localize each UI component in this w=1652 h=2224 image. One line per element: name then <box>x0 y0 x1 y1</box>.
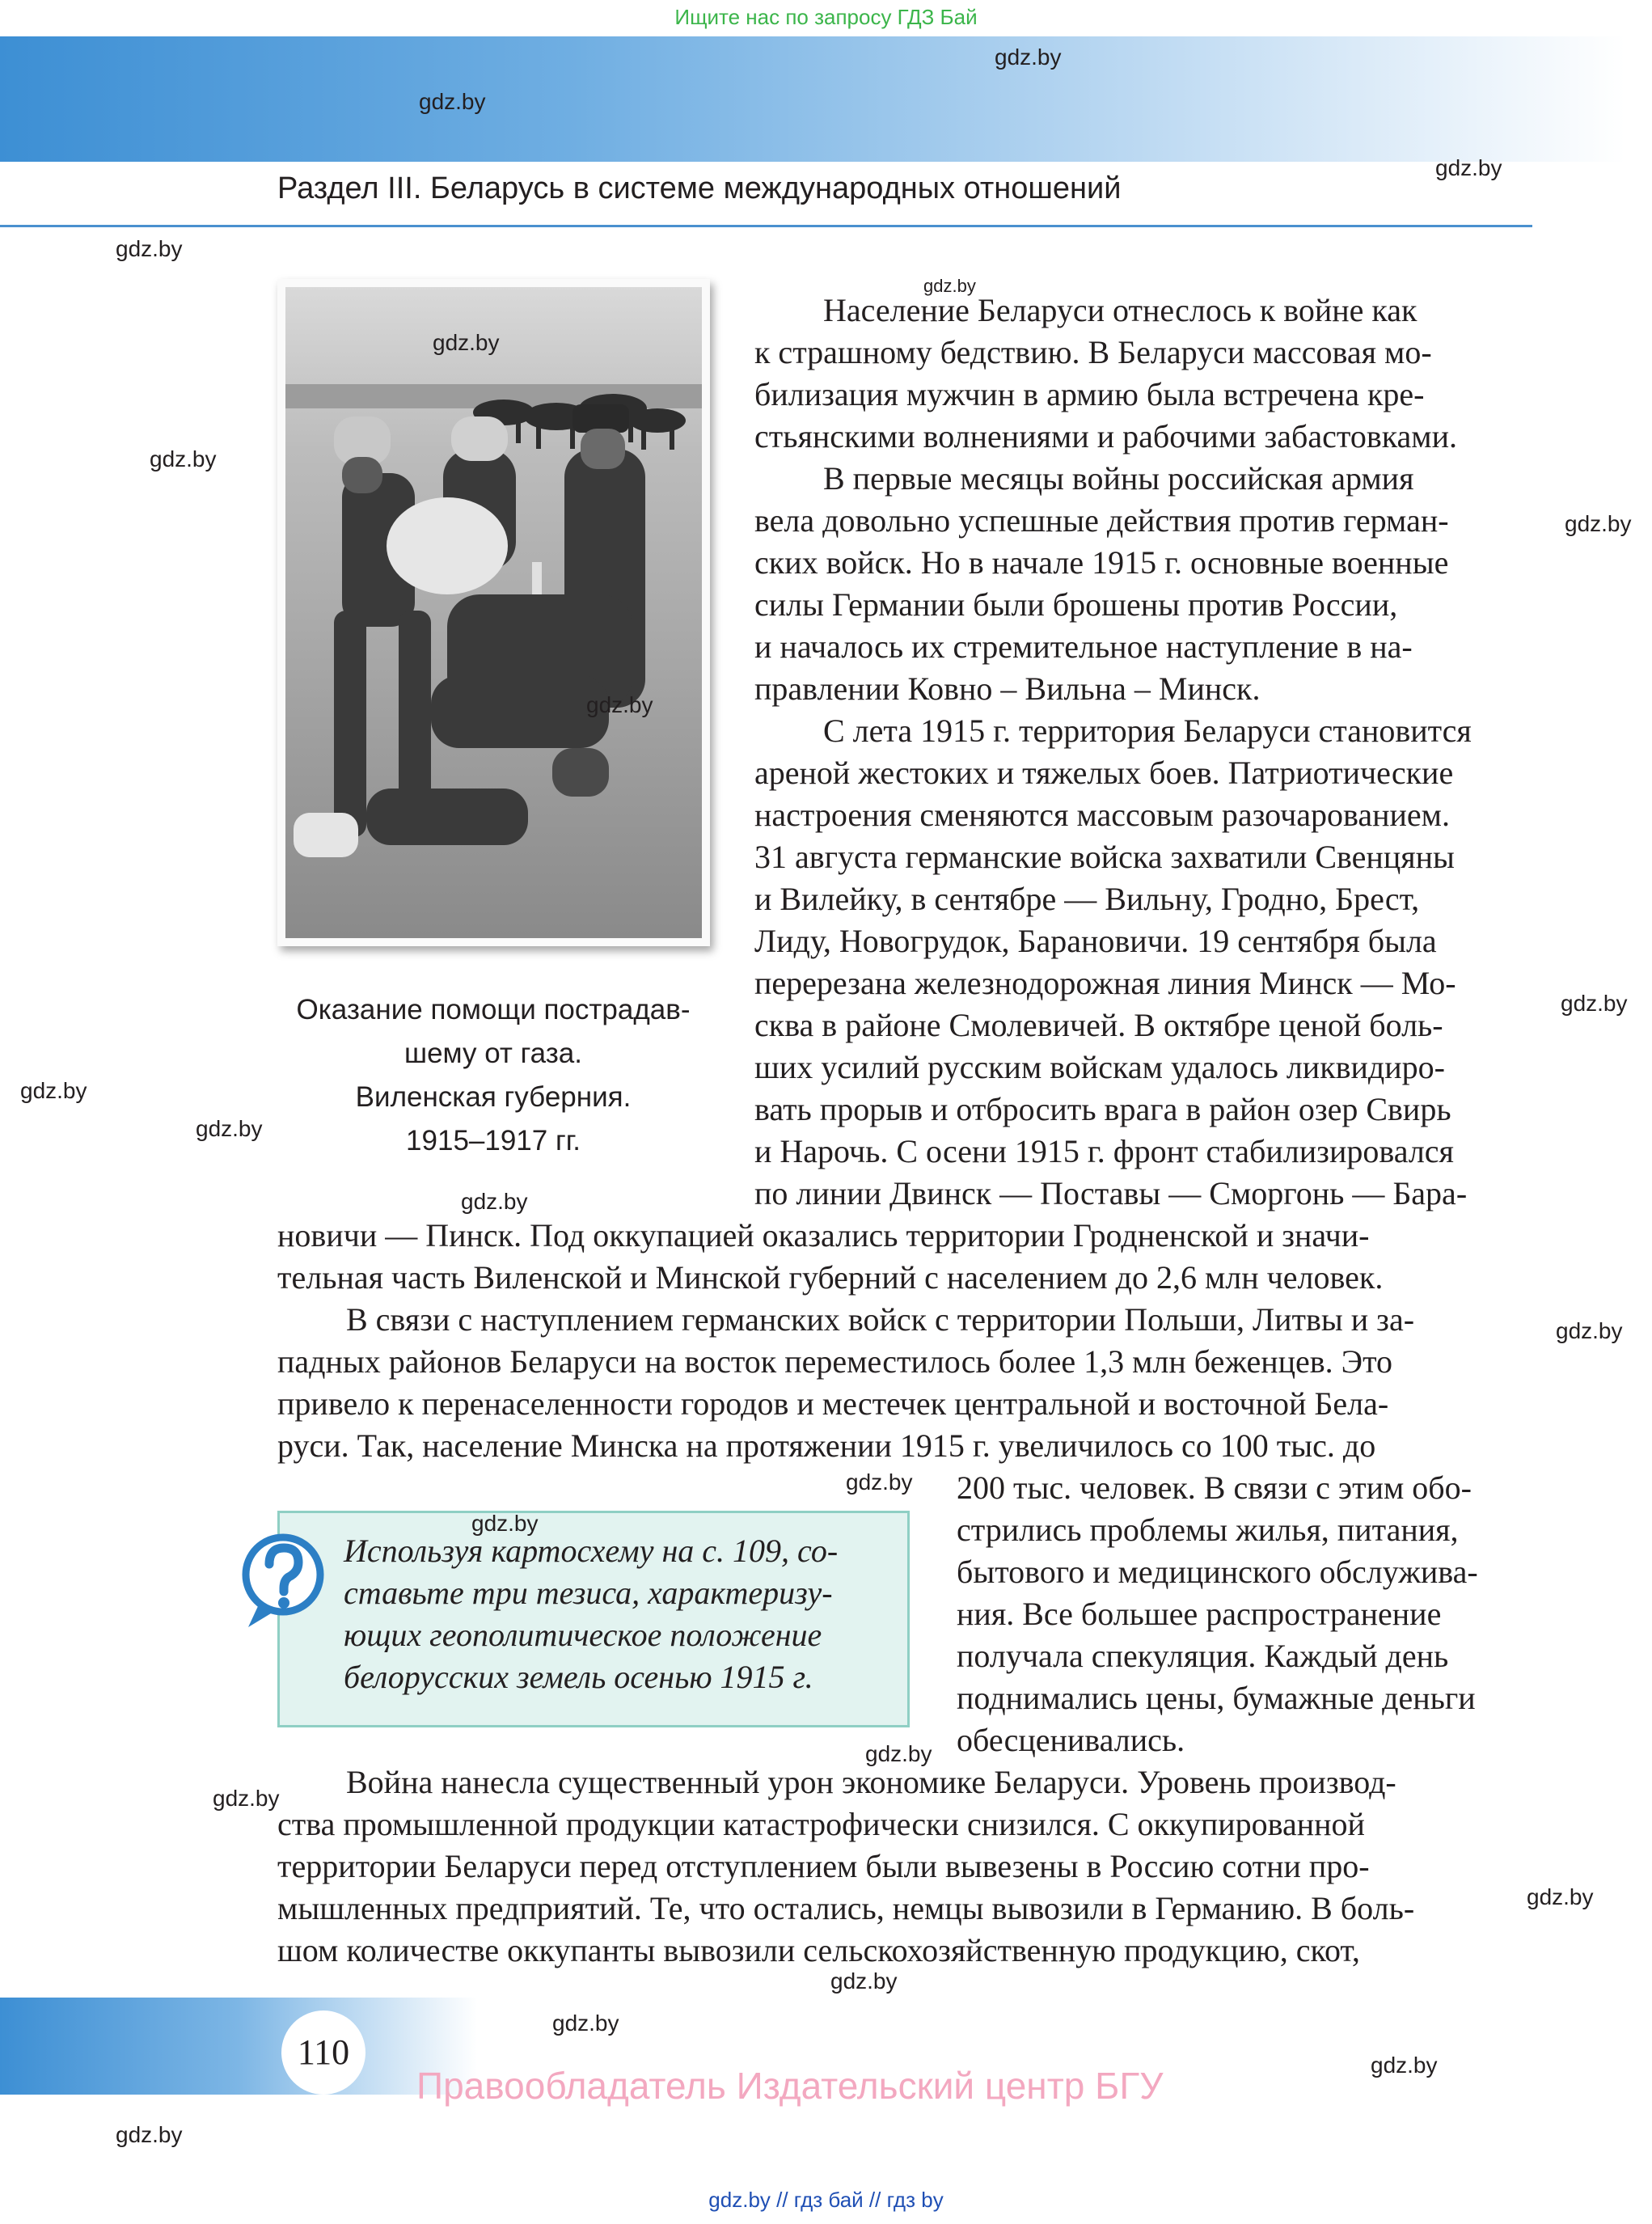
body-line: получала спекуляция. Каждый день <box>957 1638 1449 1674</box>
watermark: gdz.by <box>461 1189 528 1214</box>
body-line: ства промышленной продукции катастрофически снизился. С оккупированной <box>277 1806 1365 1842</box>
body-line: Население Беларуси отнеслось к войне как <box>823 292 1418 328</box>
caption-line: 1915–1917 гг. <box>406 1125 581 1156</box>
question-line: белорусских земель осенью 1915 г. <box>344 1659 813 1695</box>
body-line: шом количестве оккупанты вывозили сельскохозяйственную продукцию, скот, <box>277 1932 1360 1968</box>
question-line: ставьте три тезиса, характеризу- <box>344 1575 833 1611</box>
watermark: gdz.by <box>1565 511 1632 536</box>
body-line: по линии Двинск — Поставы — Сморгонь — Бара- <box>754 1175 1468 1211</box>
body-line: стрились проблемы жилья, питания, <box>957 1512 1459 1548</box>
body-line: ских войск. Но в начале 1915 г. основные военные <box>754 544 1449 581</box>
footer-band <box>0 1998 477 2095</box>
header-rule <box>0 225 1532 227</box>
watermark: gdz.by <box>116 2122 183 2147</box>
body-line: стьянскими волнениями и рабочими забастовками. <box>754 418 1458 455</box>
body-line: ния. Все большее распространение <box>957 1596 1442 1632</box>
body-line: поднимались цены, бумажные деньги <box>957 1680 1476 1716</box>
watermark: gdz.by <box>150 446 217 471</box>
top-banner-text: Ищите нас по запросу ГДЗ Бай <box>674 5 978 29</box>
page-number: 110 <box>281 2010 365 2095</box>
body-line: новичи — Пинск. Под оккупацией оказались территории Гродненской и значи- <box>277 1217 1370 1254</box>
body-line: привело к перенаселенности городов и местечек центральной и восточной Бела- <box>277 1385 1389 1422</box>
body-line: вать прорыв и отбросить врага в район озер Свирь <box>754 1091 1451 1127</box>
caption-line: Оказание помощи пострадав- <box>296 994 691 1025</box>
body-line: мышленных предприятий. Те, что остались, немцы вывозили в Германию. В боль- <box>277 1890 1415 1926</box>
body-line: и Вилейку, в сентябре — Вильну, Гродно, Брест, <box>754 881 1420 917</box>
watermark: gdz.by <box>1556 1318 1623 1343</box>
photo-caption <box>275 988 712 1163</box>
watermark: gdz.by <box>1371 2053 1438 2078</box>
body-line: настроения сменяются массовым разочарованием. <box>754 797 1450 833</box>
body-line: к страшному бедствию. В Беларуси массовая мо- <box>754 334 1432 370</box>
watermark: gdz.by <box>213 1786 280 1811</box>
body-line: перерезана железнодорожная линия Минск — Мо- <box>754 965 1456 1001</box>
watermark: gdz.by <box>865 1741 932 1766</box>
watermark: gdz.by <box>1527 1884 1594 1909</box>
watermark: gdz.by <box>586 692 653 717</box>
watermark: gdz.by <box>846 1469 913 1495</box>
body-line: С лета 1915 г. территория Беларуси становится <box>823 712 1472 749</box>
body-line: ареной жестоких и тяжелых боев. Патриотические <box>754 755 1454 791</box>
body-line: бытового и медицинского обслужива- <box>957 1554 1478 1590</box>
body-line: Война нанесла существенный урон экономике Беларуси. Уровень производ- <box>346 1764 1396 1800</box>
body-line: силы Германии были брошены против России, <box>754 586 1398 623</box>
question-line: ющих геополитическое положение <box>344 1617 822 1653</box>
question-mark-icon <box>239 1530 327 1635</box>
question-line: Используя картосхему на с. 109, со- <box>344 1533 839 1569</box>
body-line: территории Беларуси перед отступлением были вывезены в Россию сотни про- <box>277 1848 1370 1884</box>
body-line: В связи с наступлением германских войск с территории Польши, Литвы и за- <box>346 1301 1415 1338</box>
photo-illustration <box>285 287 702 938</box>
bottom-links[interactable]: gdz.by // гдз бай // гдз by <box>708 2188 944 2212</box>
watermark: gdz.by <box>830 1968 898 1994</box>
body-line: и началось их стремительное наступление в на- <box>754 628 1413 665</box>
body-line: В первые месяцы войны российская армия <box>823 460 1414 497</box>
watermark: gdz.by <box>419 89 486 114</box>
body-line: 31 августа германские войска захватили Свенцяны <box>754 839 1455 875</box>
copyright-notice: Правообладатель Издательский центр БГУ <box>416 2065 1164 2107</box>
top-banner <box>0 0 1652 36</box>
body-line: Лиду, Новогрудок, Барановичи. 19 сентября была <box>754 923 1437 959</box>
body-line: сква в районе Смолевичей. В октябре ценой боль- <box>754 1007 1443 1043</box>
caption-line: Виленская губерния. <box>355 1081 632 1113</box>
body-line: руси. Так, население Минска на протяжении 1915 г. увеличилось со 100 тыс. до <box>277 1427 1376 1464</box>
body-line: падных районов Беларуси на восток переместилось более 1,3 млн беженцев. Это <box>277 1343 1393 1380</box>
caption-line: шему от газа. <box>404 1038 582 1069</box>
historical-photo <box>277 279 710 946</box>
watermark: gdz.by <box>923 276 976 296</box>
watermark: gdz.by <box>1561 991 1628 1016</box>
body-line: ших усилий русским войскам удалось ликвидиро- <box>754 1049 1446 1085</box>
body-line: 200 тыс. человек. В связи с этим обо- <box>957 1469 1472 1506</box>
watermark: gdz.by <box>552 2010 619 2036</box>
watermark: gdz.by <box>20 1078 87 1103</box>
watermark: gdz.by <box>1435 155 1502 180</box>
watermark: gdz.by <box>196 1116 263 1141</box>
body-line: и Нарочь. С осени 1915 г. фронт стабилизировался <box>754 1133 1454 1169</box>
body-line: правлении Ковно – Вильна – Минск. <box>754 670 1261 707</box>
header-band <box>0 36 1625 162</box>
body-line: вела довольно успешные действия против герман- <box>754 502 1449 539</box>
body-line: билизация мужчин в армию была встречена кре- <box>754 376 1425 412</box>
watermark: gdz.by <box>116 236 183 261</box>
section-title: Раздел III. Беларусь в системе международных отношений <box>277 171 1122 205</box>
watermark: gdz.by <box>471 1511 539 1536</box>
watermark: gdz.by <box>995 44 1062 70</box>
body-line: обесценивались. <box>957 1722 1185 1758</box>
body-line: тельная часть Виленской и Минской губерний с населением до 2,6 млн человек. <box>277 1259 1384 1296</box>
watermark: gdz.by <box>433 330 500 355</box>
